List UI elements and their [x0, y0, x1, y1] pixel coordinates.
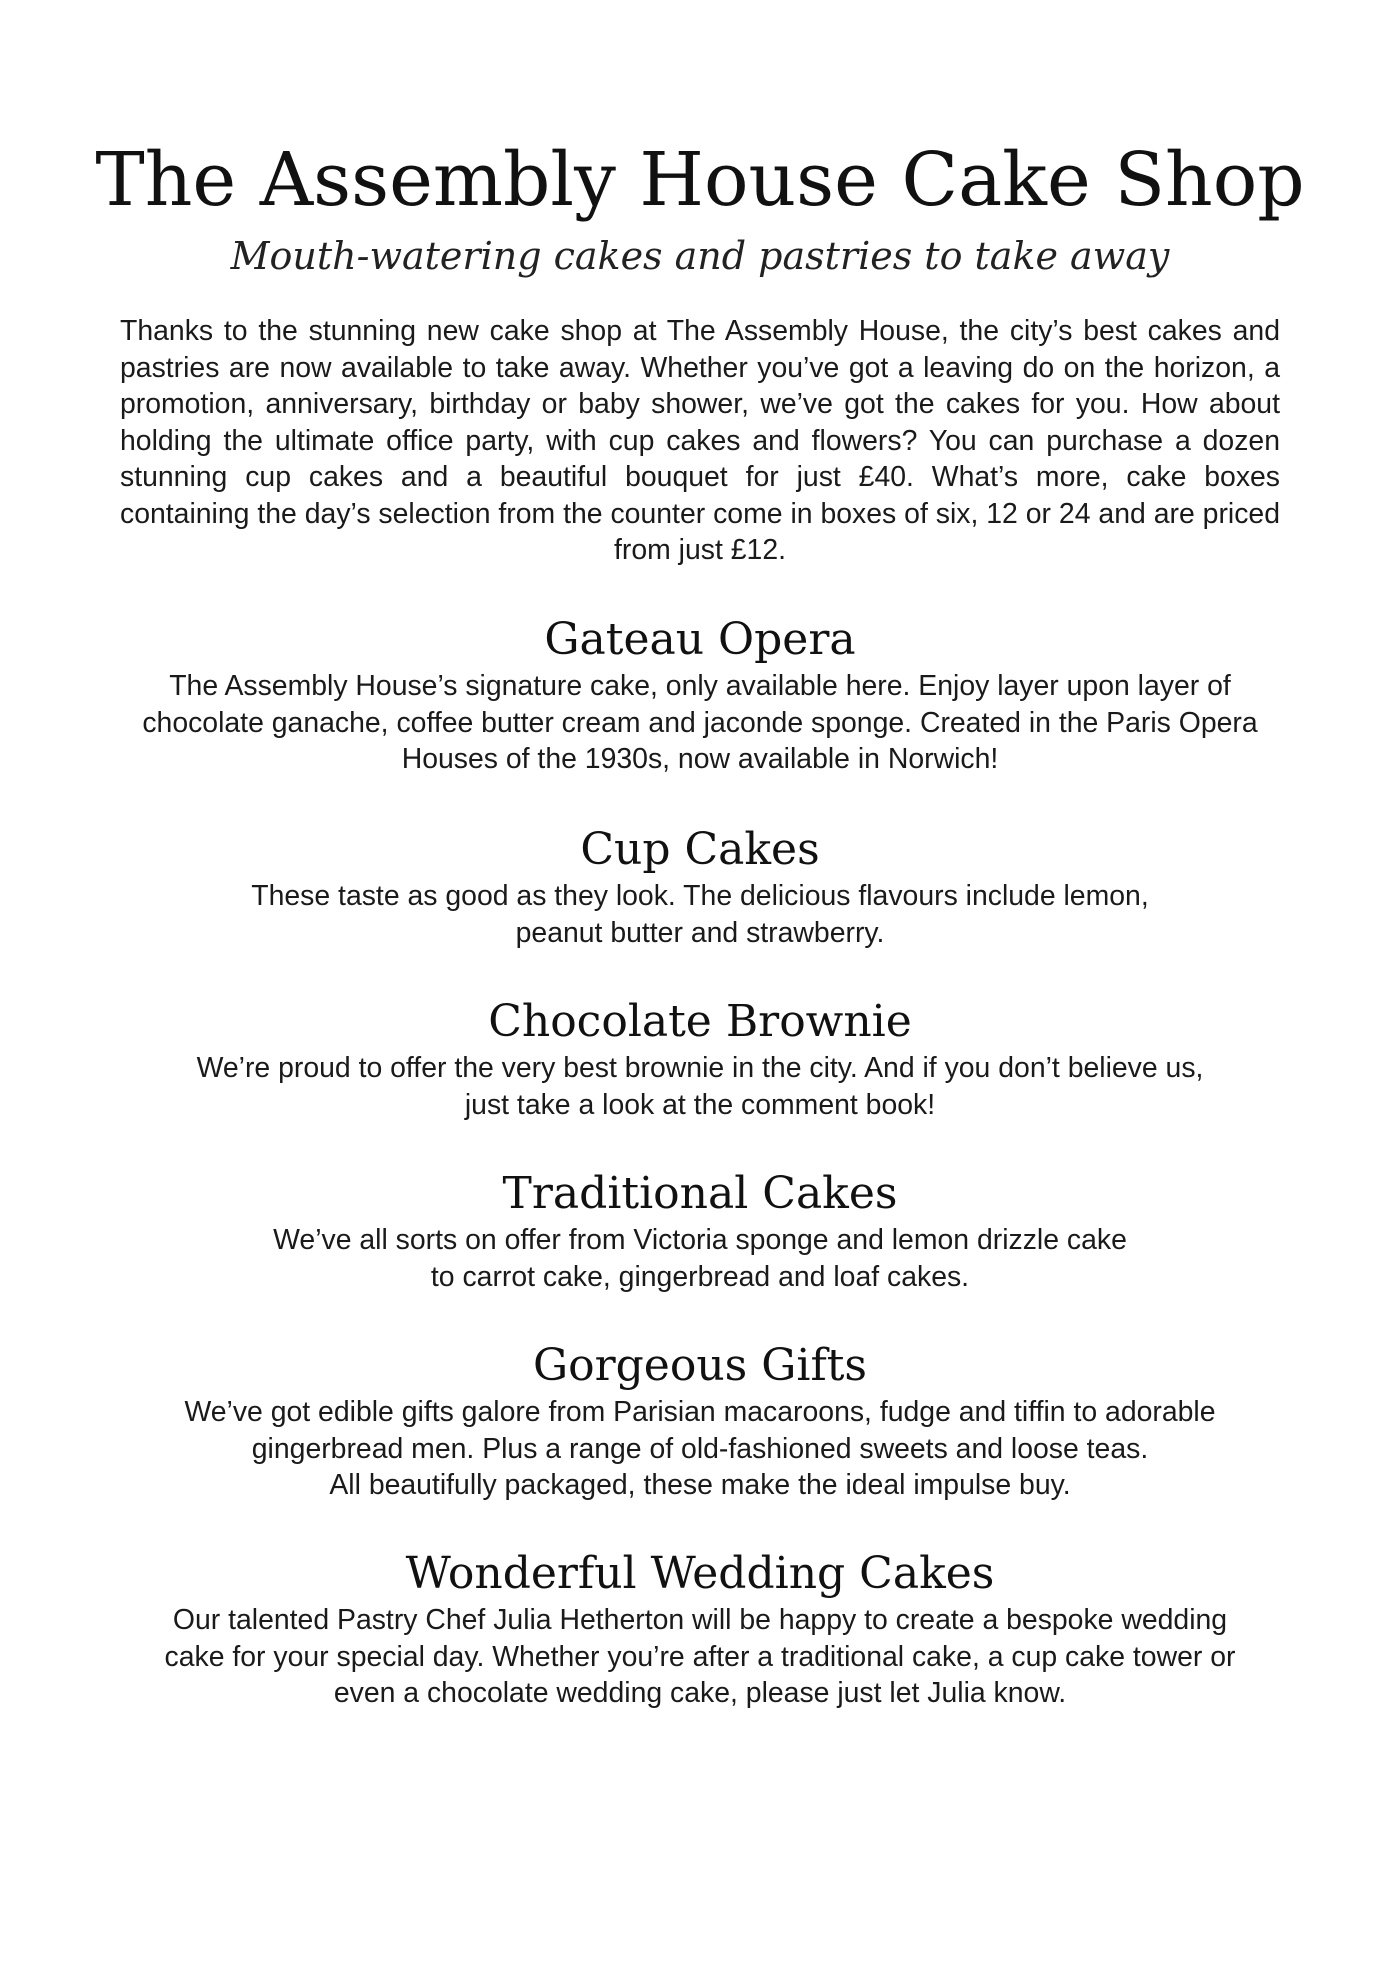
section-heading: Gateau Opera — [544, 614, 856, 665]
section-body-line: just take a look at the comment book! — [464, 1088, 936, 1121]
section-body-line: We’ve got edible gifts galore from Parisian macaroons, fudge and tiffin to adorable — [184, 1396, 1216, 1428]
section-body — [100, 1050, 1300, 1123]
page-subtitle: Mouth-watering cakes and pastries to take away — [230, 234, 1170, 278]
section-cup-cakes — [100, 822, 1300, 951]
section-chocolate-brownie — [100, 994, 1300, 1123]
section-body-line: even a chocolate wedding cake, please just let Julia know. — [333, 1677, 1067, 1709]
section-heading: Cup Cakes — [580, 824, 820, 875]
section-body-line: Our talented Pastry Chef Julia Hetherton will be happy to create a bespoke wedding — [172, 1604, 1228, 1636]
section-wonderful-wedding-cakes — [100, 1546, 1300, 1712]
section-heading: Chocolate Brownie — [488, 996, 912, 1047]
section-body-line: We’ve all sorts on offer from Victoria sponge and lemon drizzle cake — [273, 1224, 1127, 1256]
page-title: The Assembly House Cake Shop — [95, 137, 1305, 223]
section-heading: Gorgeous Gifts — [532, 1340, 868, 1391]
section-body — [100, 1394, 1300, 1504]
section-body-line: We’re proud to offer the very best brownie in the city. And if you don’t believe us, — [196, 1052, 1204, 1084]
section-body — [100, 1602, 1300, 1712]
section-gateau-opera — [100, 612, 1300, 778]
section-body-line: peanut butter and strawberry. — [515, 916, 885, 949]
section-body-line: These taste as good as they look. The delicious flavours include lemon, — [251, 880, 1149, 912]
intro-paragraph: Thanks to the stunning new cake shop at The Assembly House, the city’s best cakes and pastries are now available to take away. Whether you’ve got a leaving do on the horizon, a promotion, anniversary, birthday or baby shower, we’ve got the cakes for you. How about holding the ultimate office party, with cup cakes and flowers? You can purchase a dozen stunning cup cakes and a beautiful bouquet for just £40. What’s more, cake boxes containing the day’s selection from the counter come in boxes of six, 12 or 24 and are priced from just £12. — [120, 315, 1280, 566]
section-body-line: to carrot cake, gingerbread and loaf cakes. — [430, 1260, 970, 1293]
section-body — [100, 668, 1300, 778]
section-body-line: The Assembly House’s signature cake, only available here. Enjoy layer upon layer of — [169, 670, 1231, 702]
section-heading: Traditional Cakes — [502, 1168, 898, 1219]
section-gorgeous-gifts — [100, 1338, 1300, 1504]
section-traditional-cakes — [100, 1166, 1300, 1295]
section-body — [100, 1222, 1300, 1295]
section-body — [100, 878, 1300, 951]
section-body-line: cake for your special day. Whether you’re after a traditional cake, a cup cake tower or — [164, 1640, 1236, 1673]
section-body-line: gingerbread men. Plus a range of old-fashioned sweets and loose teas. — [251, 1432, 1149, 1465]
section-heading: Wonderful Wedding Cakes — [405, 1548, 995, 1599]
section-body-line: chocolate ganache, coffee butter cream and jaconde sponge. Created in the Paris Opera — [142, 706, 1258, 739]
section-body-line: All beautifully packaged, these make the ideal impulse buy. — [329, 1469, 1071, 1501]
section-body-line: Houses of the 1930s, now available in Norwich! — [401, 743, 999, 775]
